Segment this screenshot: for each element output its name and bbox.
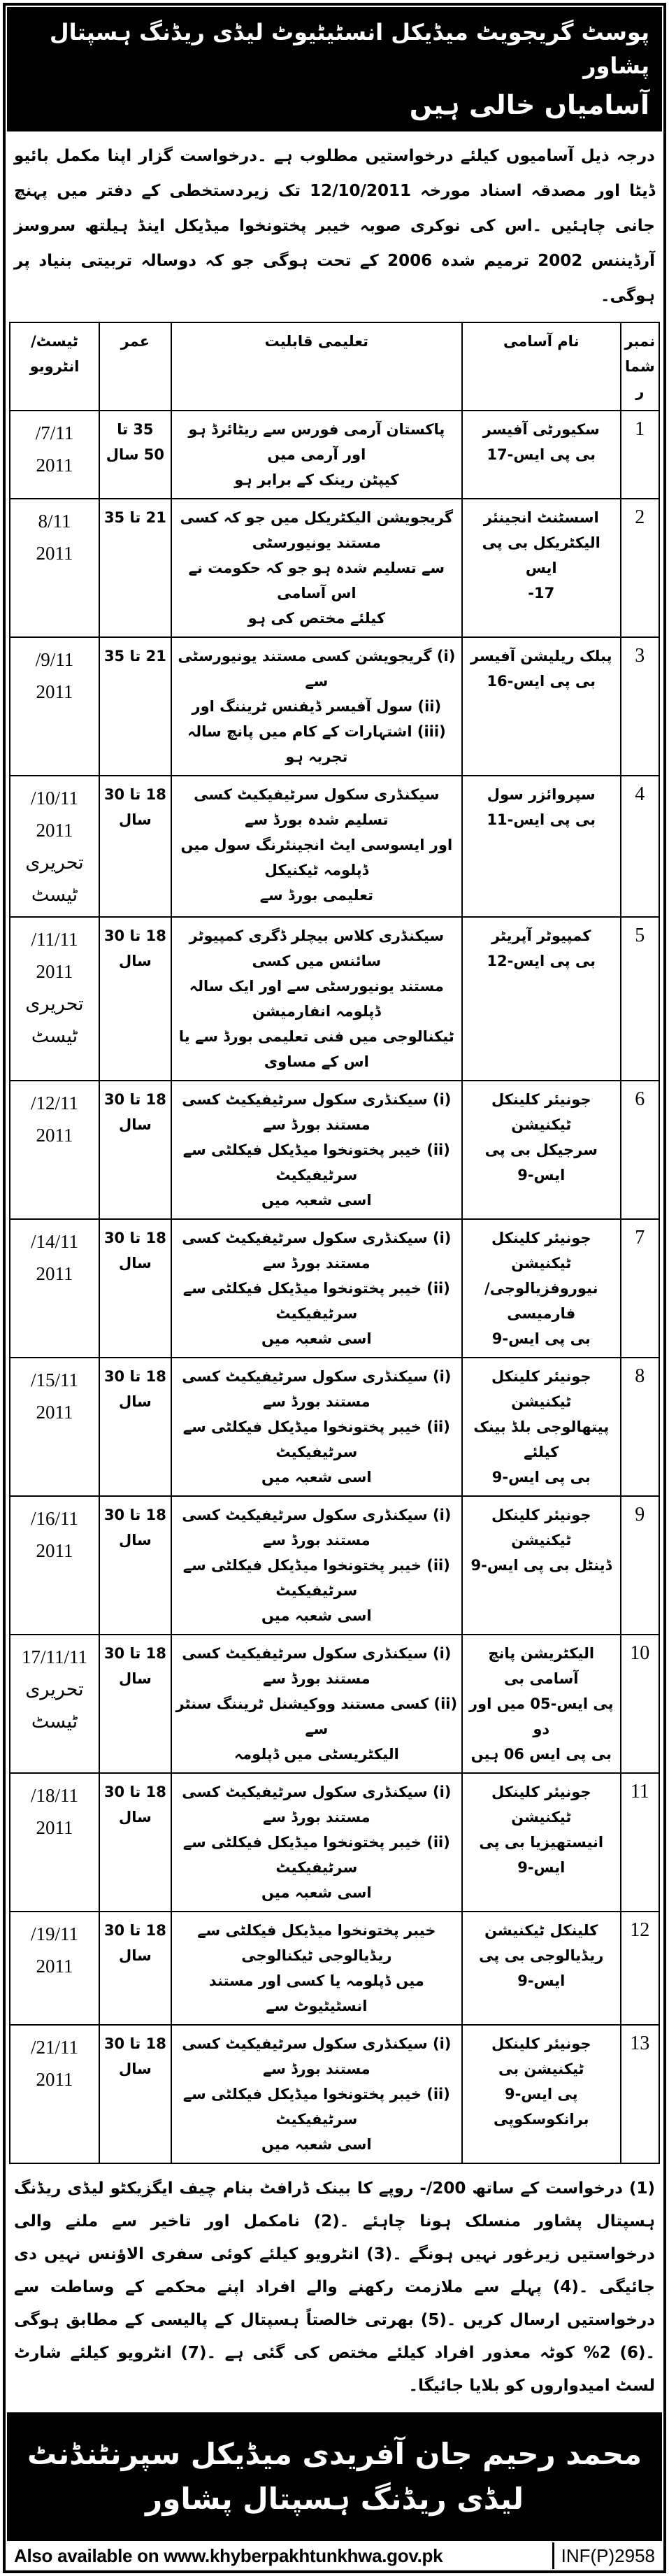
cell-qualification-line: (ii) خیبر پختونخوا میڈیکل فیکلٹی سے سرٹیفیکیٹ [182,1141,450,1183]
cell-qualification-line: خیبر پختونخوا میڈیکل فیکلٹی سے ریڈیالوجی ٹیکنالوجی [197,1922,436,1964]
cell-post-line: کمپیوٹر آپریٹر [491,927,591,944]
cell-number: 4 [621,776,659,917]
cell-post-line: جونیئر کلینکل ٹیکنیشن [491,1230,591,1272]
cell-number: 13 [621,2025,659,2163]
cell-test-line: 2011 تحریری [25,961,84,1014]
cell-qualification-line: (i) سیکنڈری سکول سرٹیفیکیٹ کسی مستند بورڈ سے [182,1091,452,1133]
cell-qualification-line: (i) سیکنڈری سکول سرٹیفیکیٹ کسی مستند بورڈ سے [182,1230,452,1272]
cell-test-line: 2011 [36,2069,73,2090]
cell-number: 5 [621,917,659,1081]
cell-qualification-line: (i) گریجویشن کسی مستند یونیورسٹی سے [178,648,456,690]
cell-test-line: ٹیسٹ [31,884,78,905]
cell-age-line: 18 تا 30 [103,1091,166,1108]
cell-age-line: 21 تا 35 [103,648,166,664]
cell-age [99,2025,171,2163]
cell-post-line: ڈینٹل بی پی ایس-9 [470,1557,612,1574]
cell-test [10,1219,99,1358]
cell-post-line: الیکٹریکل بی پی ایس [482,534,600,576]
cell-qualification-line: (i) سیکنڈری سکول سرٹیفیکیٹ کسی مستند بورڈ سے [182,1784,452,1826]
cell-qualification-line: اور ایسوسی ایٹ انجینئرنگ سول میں ڈپلومہ ٹیکنیکل [180,837,453,878]
cell-post [462,1773,621,1912]
cell-age-line: سال [119,2061,152,2077]
cell-age-line: سال [119,811,152,828]
cell-age [99,1773,171,1912]
cell-age-line: 18 تا 30 [103,1645,166,1662]
cell-number: 6 [621,1081,659,1219]
cell-qualification [171,2025,462,2163]
cell-post-line: سکیورٹی آفیسر [482,421,600,438]
cell-qualification-line: سیکنڈری سکول سرٹیفیکیٹ کسی تسلیم شدہ بورڈ سے [194,786,440,828]
cell-test-line: 9/11/ [35,649,74,670]
cell-test-line: 21/11/ [30,2037,78,2058]
cell-qualification [171,1635,462,1773]
cell-test-line: 19/11/ [30,1923,78,1944]
cell-qualification [171,1496,462,1635]
cell-age-line: 21 تا 35 [103,509,166,526]
cell-test-line: 18/11/ [30,1785,78,1806]
cell-qualification-line: اسی شعبہ میں [261,1607,372,1624]
header-age: عمر [99,322,171,411]
cell-post-line: پیتھالوجی بلڈ بینک کیلئے [473,1418,610,1460]
cell-post-line: 17- [528,585,555,602]
header-qualification: تعلیمی قابلیت [171,322,462,411]
cell-qualification-line: (iii) اشتہارات کے کام میں پانچ سالہ تجربہ ہو [187,723,446,765]
cell-qualification-line: (ii) خیبر پختونخوا میڈیکل فیکلٹی سے سرٹیفیکیٹ [182,2086,450,2128]
table-row [10,1912,659,2025]
table-row [10,637,659,776]
cell-number: 1 [621,411,659,499]
website-link[interactable]: Also available on www.khyberpakhtunkhwa.gov.pk [14,2545,443,2566]
cell-test [10,411,99,499]
cell-age-line: 18 تا 30 [103,1230,166,1246]
cell-test-line: 2011 [36,681,73,702]
cell-test-line: 7/11/ [35,422,74,443]
cell-test-line: 2011 [36,1402,73,1423]
cell-test [10,1635,99,1773]
cell-post-line: بی پی ایس-11 [487,811,596,828]
cell-post-line: بی پی ایس 06 ہیں [470,1746,612,1763]
cell-number: 10 [621,1635,659,1773]
cell-qualification [171,499,462,637]
header-test-line: ٹیسٹ/ [31,333,78,350]
cell-number: 3 [621,637,659,776]
cell-post-line: جونیئر کلینکل ٹیکنیشن [491,1091,591,1133]
header-number [621,322,659,411]
table-row [10,2025,659,2163]
cell-test-line: ٹیسٹ [31,1711,78,1732]
cell-age [99,1496,171,1635]
cell-age-line: سال [119,1116,152,1133]
cell-qualification-line: (i) سیکنڈری سکول سرٹیفیکیٹ کسی مستند بورڈ سے [182,1368,452,1410]
cell-qualification-line: اسی شعبہ میں [261,2136,372,2153]
cell-age-line: سال [119,1670,152,1687]
cell-age-line: سال [119,1809,152,1826]
cell-post-line: سرجیکل بی پی ایس-9 [484,1141,598,1183]
cell-test-line: 11/11/ [31,929,78,950]
cell-post [462,1912,621,2025]
cell-qualification [171,1773,462,1912]
cell-post-line: پی ایس-05 میں اور دو [468,1695,614,1737]
cell-age [99,1912,171,2025]
table-row [10,499,659,637]
cell-post-line: ریڈیالوجی بی پی ایس-9 [479,1947,604,1989]
cell-test [10,637,99,776]
cell-qualification-line: تعلیمی بورڈ سے [259,887,373,904]
cell-test-line: 12/11/ [30,1093,78,1113]
notes-paragraph: (1) درخواست کے ساتھ 200/- روپے کا بینک ڈرافٹ بنام چیف ایگزیکٹو لیڈی ریڈنگ ہسپتال پشاور منسلک ہونا چاہئے ۔(2) نامکمل اور تاخیر سے ملنے والی درخواستیں زیرغور نہیں ہونگے ۔(3) انٹرویو کیلئے کوئی سفری الاؤنس نہیں دی جائیگی ۔(4) پہلے سے ملازمت رکھنے والے افراد اپنے محکمے کے وساطت سے درخواستیں ارسال کریں ۔(5) بھرتی خالصتاً ہسپتال کے پالیسی کے مطابق ہوگی ۔(6) 2% کوٹہ معذور افراد کیلئے مختص کی گئی ہے ۔(7) انٹرویو کیلئے شارٹ لسٹ امیدواروں کو بلایا جائیگا۔ [14,2179,655,2395]
title-band [7,7,662,131]
cell-qualification [171,1081,462,1219]
table-header-row [10,322,659,411]
cell-age-line: 18 تا 30 [103,927,166,944]
cell-number: 9 [621,1496,659,1635]
table-row [10,1358,659,1496]
cell-test-line: 15/11/ [30,1369,78,1390]
cell-test [10,1912,99,2025]
cell-post-line: بی پی ایس-12 [487,953,596,969]
cell-post-line: الیکٹریشن پانچ آسامی بی [488,1645,595,1687]
cell-qualification-line: مستند یونیورسٹی سے اور ایک سالہ ڈپلومہ انفارمیشن [189,978,444,1020]
cell-age-line: 50 سال [106,446,165,463]
cell-post-line: انیستھیزیا بی پی ایس-9 [479,1834,604,1876]
cell-test-line: 2011 [36,1817,73,1838]
cell-age [99,1635,171,1773]
cell-post-line: پی ایس-9 برانکوسکوپی [493,2086,589,2128]
cell-post-line: بی پی ایس-17 [487,446,596,463]
cell-post [462,1496,621,1635]
table-row [10,917,659,1081]
cell-qualification-line: (i) سیکنڈری سکول سرٹیفیکیٹ کسی مستند بورڈ سے [182,1645,452,1687]
cell-test-line: 10/11/ [30,788,78,809]
cell-age [99,1358,171,1496]
cell-age-line: 18 تا 30 [103,1784,166,1800]
cell-post-line: بی پی ایس-9 [491,1330,591,1347]
cell-test [10,917,99,1081]
cell-age-line: سال [119,1947,152,1964]
cell-test-line: 17/11/11 [22,1646,87,1667]
cell-qualification-line: ٹیکنالوجی میں فنی تعلیمی بورڈ سے یا اس کے مساوی [178,1028,454,1070]
cell-test-line: 2011 [36,1263,73,1284]
cell-post [462,1635,621,1773]
cell-qualification-line: سے تسلیم شدہ ہو جو کہ حکومت نے اس آسامی [188,560,445,602]
cell-test-line: 2011 [36,1540,73,1561]
cell-qualification-line: اسی شعبہ میں [261,1469,372,1486]
table-row [10,1081,659,1219]
cell-number: 8 [621,1358,659,1496]
cell-qualification-line: (ii) خیبر پختونخوا میڈیکل فیکلٹی سے سرٹیفیکیٹ [182,1280,450,1322]
cell-post [462,2025,621,2163]
vacancies-heading: آسامیاں خالی ہیں [409,90,649,120]
cell-post-line: بی پی ایس-9 [491,1469,591,1486]
cell-post [462,1081,621,1219]
cell-test [10,2025,99,2163]
cell-test-line: ٹیسٹ [31,1025,78,1046]
table-row [10,411,659,499]
cell-test-line: تحریری [25,1679,84,1700]
cell-test-line: 2011 [36,455,73,476]
cell-post-line: جونیئر کلینکل ٹیکنیشن [491,1784,591,1826]
table-row [10,776,659,917]
intro-paragraph: درجہ ذیل آسامیوں کیلئے درخواستیں مطلوب ہے ۔درخواست گزار اپنا مکمل بائیو ڈیٹا اور مصدقہ اسناد مورخہ 12/10/2011 تک زیردستخطی کے دفتر میں پہنچ جانی چاہئیں ۔اس کی نوکری صوبہ خیبر پختونخوا میڈیکل اینڈ ہیلتھ سروسز آرڈیننس 2002 ترمیم شدہ 2006 کے تحت ہوگی جو کہ دوسالہ تربیتی بنیاد پر ہوگی۔ [14,147,656,305]
cell-test-line: 8/11 [38,511,71,532]
cell-age-line: سال [119,1255,152,1272]
cell-qualification-line: (i) سیکنڈری سکول سرٹیفیکیٹ کسی مستند بورڈ سے [182,2035,452,2077]
cell-age-line: سال [119,1393,152,1410]
cell-number: 12 [621,1912,659,2025]
cell-age-line: سال [119,1532,152,1549]
cell-qualification-line: اسی شعبہ میں [261,1330,372,1347]
cell-post [462,499,621,637]
cell-age-line: 18 تا 30 [103,2035,166,2052]
cell-post-line: نیوروفزیالوجی/ فارمیسی [484,1280,598,1322]
cell-post-line: جونیئر کلینکل ٹیکنیشن بی [491,2035,591,2077]
table-row [10,1496,659,1635]
cell-age [99,1219,171,1358]
cell-test [10,1773,99,1912]
cell-age [99,917,171,1081]
cell-post-line: پبلک ریلیشن آفیسر [470,648,612,664]
cell-qualification-line: اسی شعبہ میں [261,1192,372,1209]
cell-qualification-line: (ii) سول آفیسر ڈیفنس ٹریننگ اور [192,698,442,715]
cell-age [99,499,171,637]
signature-band [7,2412,662,2541]
cell-age-line: 35 تا [117,421,154,438]
signature: محمد رحیم جان آفریدی میڈیکل سپرنٹنڈنٹ لیڈی ریڈنگ ہسپتال پشاور [27,2437,642,2516]
cell-age [99,637,171,776]
header-test [10,322,99,411]
cell-qualification-line: سیکنڈری کلاس بیچلر ڈگری کمپیوٹر سائنس میں کسی [189,927,445,969]
cell-qualification [171,1358,462,1496]
cell-qualification-line: میں ڈپلومہ یا کسی اور مستند انسٹیٹیوٹ سے [208,1972,424,2014]
cell-test-line: 16/11/ [30,1508,78,1529]
cell-test-line: 2011 [36,1125,73,1146]
cell-post-line: اسسٹنٹ انجینئر [483,509,599,526]
cell-post [462,1219,621,1358]
cell-post-line: کلینکل ٹیکنیشن [484,1922,598,1939]
cell-qualification [171,411,462,499]
cell-qualification [171,917,462,1081]
cell-post [462,1358,621,1496]
cell-qualification-line: الیکٹریسٹی میں ڈپلومہ [233,1746,399,1763]
header-number-line: شمار [624,358,655,400]
cell-test-line: 2011 [36,543,73,564]
cell-qualification-line: (ii) خیبر پختونخوا میڈیکل فیکلٹی سے سرٹیفیکیٹ [182,1557,450,1599]
cell-test [10,499,99,637]
cell-number: 11 [621,1773,659,1912]
cell-test [10,1081,99,1219]
cell-age-line: 18 تا 30 [103,1368,166,1385]
cell-qualification-line: کیپٹن رینک کے برابر ہو [234,471,399,488]
cell-post-line: جونیئر کلینکل ٹیکنیشن [491,1368,591,1410]
cell-number: 7 [621,1219,659,1358]
cell-qualification [171,1219,462,1358]
cell-number: 2 [621,499,659,637]
bottom-strip [7,2542,662,2569]
cell-post [462,776,621,917]
cell-post [462,411,621,499]
cell-qualification-line: اسی شعبہ میں [261,1884,372,1901]
cell-post [462,637,621,776]
header-post: نام آسامی [462,322,621,411]
cell-test [10,1358,99,1496]
cell-qualification-line: (ii) خیبر پختونخوا میڈیکل فیکلٹی سے سرٹیفیکیٹ [182,1834,450,1876]
cell-test-line: 2011 [36,1956,73,1977]
cell-age [99,1081,171,1219]
cell-post-line: بی پی ایس-16 [487,673,596,690]
cell-age-line: سال [119,953,152,969]
cell-qualification [171,637,462,776]
cell-post-line: سپروائزر سول [487,786,596,803]
cell-age-line: 18 تا 30 [103,1922,166,1939]
cell-qualification [171,776,462,917]
cell-test-line: 2011 تحریری [25,820,84,873]
table-row [10,1219,659,1358]
cell-test [10,1496,99,1635]
cell-qualification [171,1912,462,2025]
cell-age [99,776,171,917]
cell-post-line: جونیئر کلینکل ٹیکنیشن [491,1507,591,1549]
table-row [10,1773,659,1912]
cell-age [99,411,171,499]
cell-post [462,917,621,1081]
cell-qualification-line: کیلئے مختص کی ہو [247,610,386,627]
header-number-line: نمبر [624,333,656,350]
ad-frame [3,3,666,2573]
cell-qualification-line: پاکستان آرمی فورس سے ریٹائرڈ ہو اور آرمی میں [188,421,445,463]
cell-qualification-line: (ii) خیبر پختونخوا میڈیکل فیکلٹی سے سرٹیفیکیٹ [182,1418,450,1460]
cell-qualification-line: (i) سیکنڈری سکول سرٹیفیکیٹ کسی مستند بورڈ سے [182,1507,452,1549]
cell-test [10,776,99,917]
cell-qualification-line: گریجویشن الیکٹریکل میں جو کہ کسی مستند یونیورسٹی [180,509,454,551]
table-row [10,1635,659,1773]
cell-qualification-line: (ii) کسی مستند ووکیشنل ٹریننگ سنٹر سے [175,1695,458,1737]
page-title: پوسٹ گریجویٹ میڈیکل انسٹیٹیوٹ لیڈی ریڈنگ ہسپتال پشاور [49,19,649,79]
cell-age-line: 18 تا 30 [103,786,166,803]
cell-test-line: 14/11/ [30,1231,78,1252]
header-test-line: انٹرویو [29,358,80,375]
reference-number: INF(P)2958 [552,2542,662,2569]
cell-age-line: 18 تا 30 [103,1507,166,1523]
vacancies-table [9,322,660,2164]
